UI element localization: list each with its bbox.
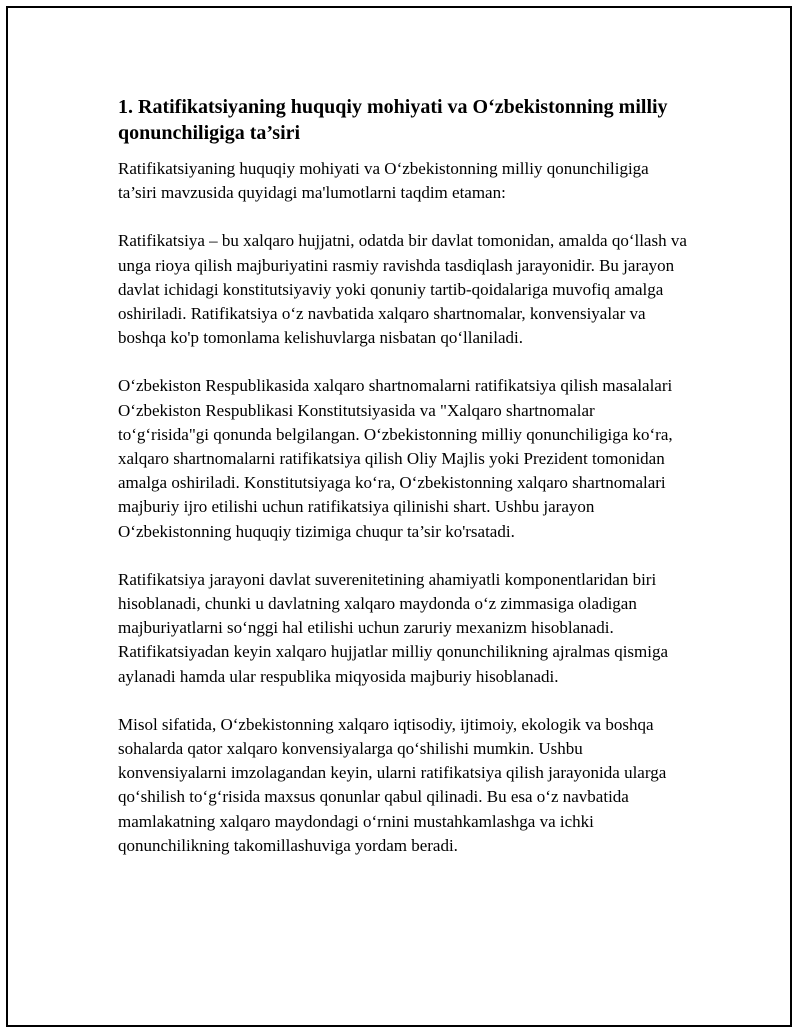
document-body xyxy=(118,94,688,882)
paragraph-uzbekistan-law: O‘zbekiston Respublikasida xalqaro shartnomalarni ratifikatsiya qilish masalalari O‘zbekiston Respublikasi Konstitutsiyasida va "Xalqaro shartnomalar to‘g‘risida"gi qonunda belgilangan. O‘zbekistonning milliy qonunchiligiga ko‘ra, xalqaro shartnomalarni ratifikatsiya qilish Oliy Majlis yoki Prezident tomonidan amalga oshiriladi. Konstitutsiyaga ko‘ra, O‘zbekistonning xalqaro shartnomalari majburiy ijro etilishi uchun ratifikatsiya qilinishi shart. Ushbu jarayon O‘zbekistonning huquqiy tizimiga chuqur ta’sir ko'rsatadi. xyxy=(118,376,673,541)
paragraph-sovereignty: Ratifikatsiya jarayoni davlat suverenitetining ahamiyatli komponentlaridan biri hisoblanadi, chunki u davlatning xalqaro maydonda o‘z zimmasiga oladigan majburiyatlarni so‘nggi hal etilishi uchun zaruriy mexanizm hisoblanadi. Ratifikatsiyadan keyin xalqaro hujjatlar milliy qonunchilikning ajralmas qismiga aylanadi hamda ular respublika miqyosida majburiy hisoblanadi. xyxy=(118,569,669,686)
document-title: 1. Ratifikatsiyaning huquqiy mohiyati va O‘zbekistonning milliy qonunchiligiga ta’siri xyxy=(118,96,668,144)
paragraph-definition: Ratifikatsiya – bu xalqaro hujjatni, odatda bir davlat tomonidan, amalda qo‘llash va unga rioya qilish majburiyatini rasmiy ravishda tasdiqlash jarayonidir. Bu jarayon davlat ichidagi konstitutsiyaviy yoki qonuniy tartib-qoidalariga muvofiq amalga oshiriladi. Ratifikatsiya o‘z navbatida xalqaro shartnomalar, konvensiyalar va boshqa ko'p tomonlama kelishuvlarga nisbatan qo‘llaniladi. xyxy=(118,231,687,348)
paragraph-example: Misol sifatida, O‘zbekistonning xalqaro iqtisodiy, ijtimoiy, ekologik va boshqa sohalarda qator xalqaro konvensiyalarga qo‘shilishi mumkin. Ushbu konvensiyalarni imzolagandan keyin, ularni ratifikatsiya qilish jarayonida ularga qo‘shilish to‘g‘risida maxsus qonunlar qabul qilinadi. Bu esa o‘z navbatida mamlakatning xalqaro maydondagi o‘rnini mustahkamlashga va ichki qonunchilikning takomillashuviga yordam beradi. xyxy=(118,714,667,855)
paragraph-intro: Ratifikatsiyaning huquqiy mohiyati va O‘zbekistonning milliy qonunchiligiga ta’siri mavzusida quyidagi ma'lumotlarni taqdim etaman: xyxy=(118,159,649,203)
